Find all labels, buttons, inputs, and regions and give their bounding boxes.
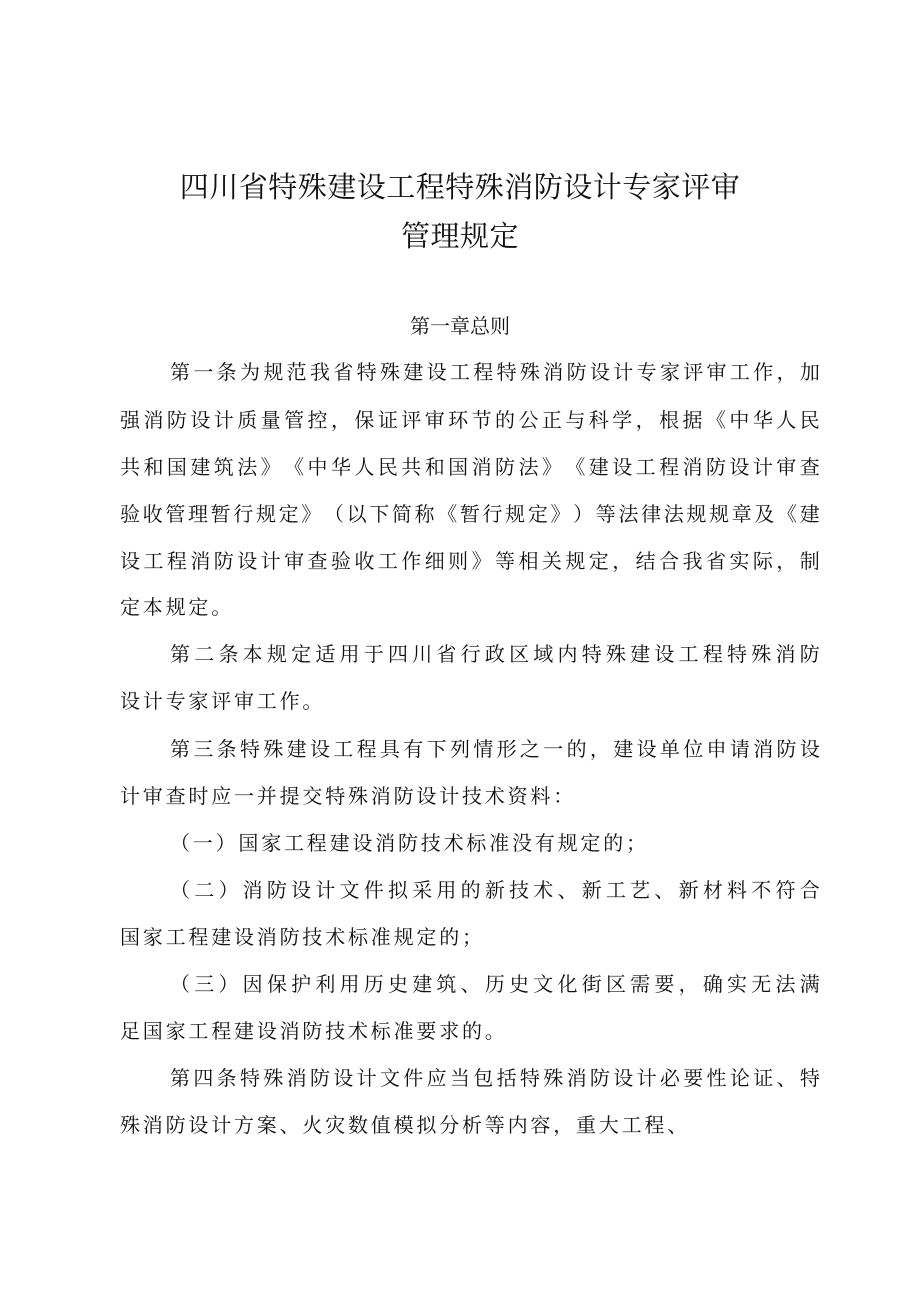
body-line: 殊消防设计方案、火灾数值模拟分析等内容，重大工程、 (120, 1113, 690, 1137)
body-line: 国家工程建设消防技术标准规定的； (120, 925, 485, 949)
body-line: 验 收 管 理 暂 行 规 定 》 （ 以 下 简 称 《 暂 行 规 定 》 ） 等 法 律 法 规 规 章 及 《 建 (120, 502, 820, 526)
list-item: （ 三 ） 因 保 护 利 用 历 史 建 筑 、 历 史 文 化 街 区 需 要 ， 确 实 无 法 满 (170, 972, 820, 996)
body-line: 设计专家评审工作。 (120, 689, 326, 713)
chapter-heading: 第一章总则 (410, 314, 510, 338)
list-item: （一）国家工程建设消防技术标准没有规定的； (170, 831, 649, 855)
body-line: 共 和 国 建 筑 法 》 《 中 华 人 民 共 和 国 消 防 法 》 《 建 设 工 程 消 防 设 计 审 查 (120, 455, 820, 479)
body-line: 第 一 条 为 规 范 我 省 特 殊 建 设 工 程 特 殊 消 防 设 计 专 家 评 审 工 作 ， 加 (170, 360, 820, 384)
list-item: （ 二 ） 消 防 设 计 文 件 拟 采 用 的 新 技 术 、 新 工 艺 、 新 材 料 不 符 合 (170, 878, 820, 902)
body-line: 足国家工程建设消防技术标准要求的。 (120, 1019, 508, 1043)
document-title-line-1: 四川省特殊建设工程特殊消防设计专家评审 (179, 170, 741, 204)
body-line: 第 二 条 本 规 定 适 用 于 四 川 省 行 政 区 域 内 特 殊 建 设 工 程 特 殊 消 防 (170, 642, 820, 666)
body-line: 第 四 条 特 殊 消 防 设 计 文 件 应 当 包 括 特 殊 消 防 设 计 必 要 性 论 证 、 特 (170, 1066, 820, 1090)
document-title-line-2: 管理规定 (400, 219, 519, 253)
body-line: 强 消 防 设 计 质 量 管 控 ， 保 证 评 审 环 节 的 公 正 与 科 学 ， 根 据 《 中 华 人 民 (120, 408, 820, 432)
body-line: 计审查时应一并提交特殊消防设计技术资料： (120, 784, 576, 808)
body-line: 设 工 程 消 防 设 计 审 查 验 收 工 作 细 则 》 等 相 关 规 定 ， 结 合 我 省 实 际 ， 制 (120, 549, 820, 573)
body-line: 第 三 条 特 殊 建 设 工 程 具 有 下 列 情 形 之 一 的 ， 建 设 单 位 申 请 消 防 设 (170, 737, 820, 761)
body-line: 定本规定。 (120, 595, 234, 619)
